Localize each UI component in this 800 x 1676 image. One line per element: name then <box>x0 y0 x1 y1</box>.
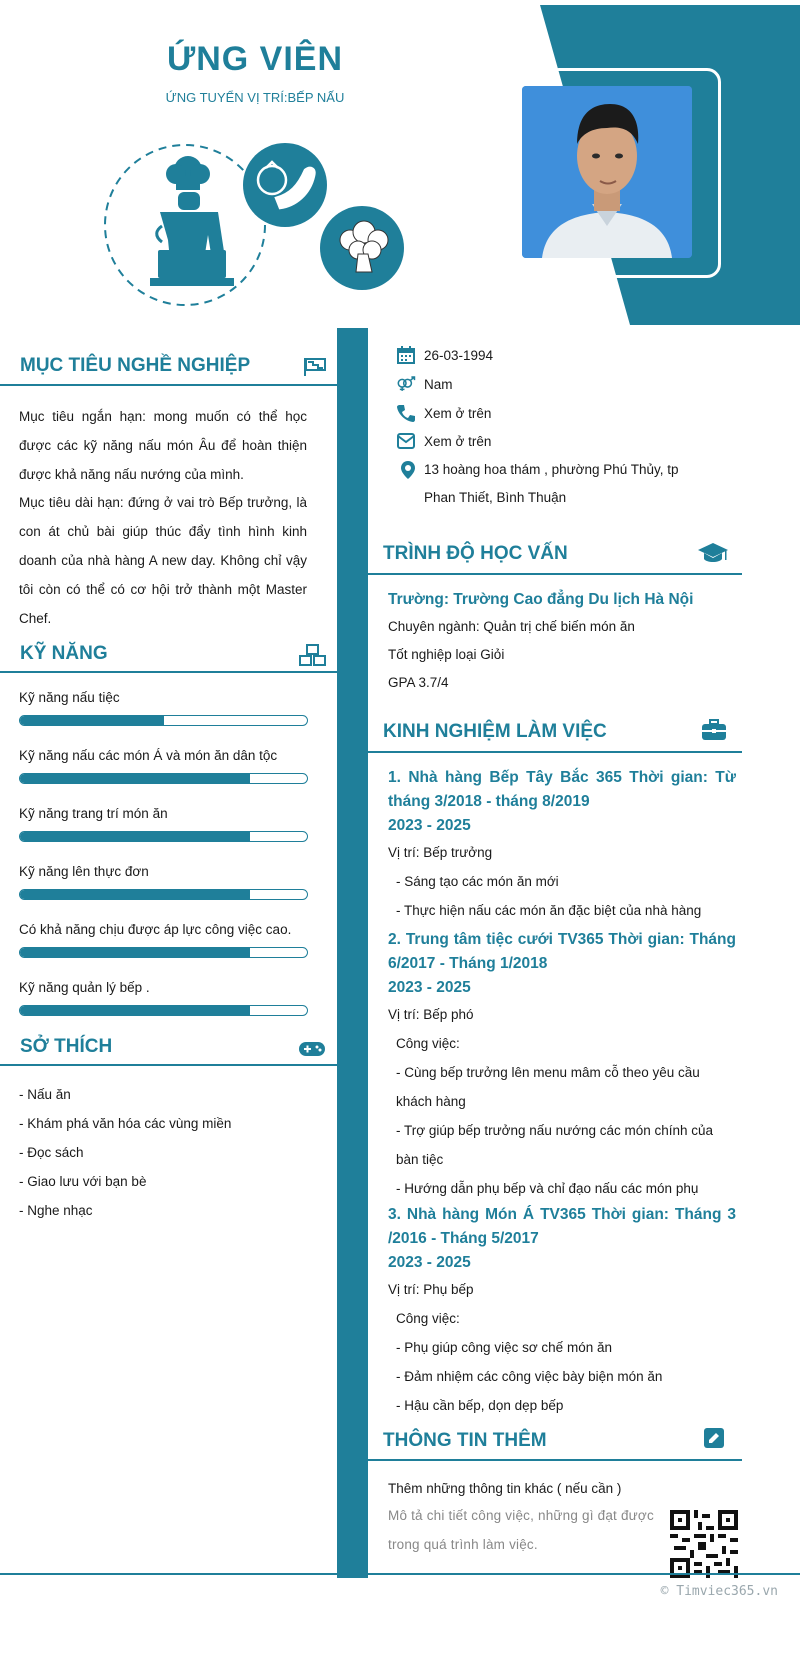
education-gpa: GPA 3.7/4 <box>388 675 449 690</box>
graduation-cap-icon <box>697 541 729 565</box>
job-years: 2023 - 2025 <box>388 1254 471 1271</box>
job-title: 3. Nhà hàng Món Á TV365 Thời gian: Tháng 3 /2016 - Tháng 5/2017 <box>388 1206 736 1247</box>
address-line-1: 13 hoàng hoa thám , phường Phú Thủy, tp <box>424 462 679 477</box>
candidate-position: ỨNG TUYỂN VỊ TRÍ:BẾP NẤU <box>165 90 345 105</box>
gender-value: Nam <box>424 377 453 392</box>
extra-line-2: Mô tả chi tiết công việc, những gì đạt được trong quá trình làm việc. <box>388 1508 654 1552</box>
skill-bar <box>19 831 308 842</box>
email-value: Xem ở trên <box>424 434 492 449</box>
skill-label: Kỹ năng quản lý bếp . <box>19 980 150 995</box>
avatar <box>522 86 692 258</box>
hobbies-list <box>19 1080 319 1225</box>
chef-illustration <box>100 140 440 330</box>
job-entry <box>388 766 736 925</box>
skill-label: Kỹ năng lên thực đơn <box>19 864 149 879</box>
flag-icon <box>302 356 328 378</box>
job-line: Công việc: <box>396 1311 460 1326</box>
skill-bar-fill <box>20 774 250 783</box>
phone-value: Xem ở trên <box>424 406 492 421</box>
job-line: - Hậu cần bếp, dọn dẹp bếp <box>396 1398 564 1413</box>
hobbies-title: SỞ THÍCH <box>20 1036 113 1057</box>
skills-title: KỸ NĂNG <box>20 643 108 664</box>
hobbies-divider <box>0 1064 337 1066</box>
chef-icon <box>150 156 234 286</box>
education-school: Trường: Trường Cao đẳng Du lịch Hà Nội <box>388 591 694 608</box>
job-entry <box>388 1203 736 1420</box>
education-divider <box>368 573 742 575</box>
skill-label: Có khả năng chịu được áp lực công việc cao. <box>19 922 292 937</box>
job-years: 2023 - 2025 <box>388 817 471 834</box>
skill-bar-fill <box>20 716 164 725</box>
bottom-divider <box>0 1573 800 1575</box>
education-degree: Tốt nghiệp loại Giỏi <box>388 647 505 662</box>
skill-label: Kỹ năng trang trí món ăn <box>19 806 168 821</box>
skill-bar-fill <box>20 948 250 957</box>
experience-divider <box>368 751 742 753</box>
birthday-value: 26-03-1994 <box>424 348 494 363</box>
job-line: - Sáng tạo các món ăn mới <box>396 874 559 889</box>
job-line: - Trợ giúp bếp trưởng nấu nướng các món chính của bàn tiệc <box>396 1123 714 1167</box>
job-title: 2. Trung tâm tiệc cưới TV365 Thời gian: Tháng 6/2017 - Tháng 1/2018 <box>388 931 736 972</box>
job-line: Vị trí: Bếp trưởng <box>388 845 493 860</box>
list-item: - Đọc sách <box>19 1145 84 1160</box>
watermark: © Timviec365.vn <box>660 1584 778 1599</box>
education-title: TRÌNH ĐỘ HỌC VẤN <box>383 543 568 564</box>
qr-code <box>670 1510 738 1578</box>
cubes-icon <box>298 643 328 667</box>
job-line: - Thực hiện nấu các món ăn đặc biệt của nhà hàng <box>396 903 702 918</box>
extra-title: THÔNG TIN THÊM <box>383 1430 547 1451</box>
skill-bar-fill <box>20 832 250 841</box>
list-item: - Nấu ăn <box>19 1087 71 1102</box>
objective-title: MỤC TIÊU NGHỀ NGHIỆP <box>20 355 251 376</box>
job-line: - Cùng bếp trưởng lên menu mâm cỗ theo yêu cầu khách hàng <box>396 1065 700 1109</box>
center-divider-bar <box>337 328 368 1578</box>
skill-bar <box>19 1005 308 1016</box>
edit-icon <box>703 1427 725 1449</box>
skill-bar <box>19 947 308 958</box>
phone-icon <box>396 403 416 423</box>
skill-bar-fill <box>20 1006 250 1015</box>
address-line-2: Phan Thiết, Bình Thuận <box>424 490 567 505</box>
job-line: Vị trí: Bếp phó <box>388 1007 474 1022</box>
briefcase-icon <box>701 718 727 742</box>
list-item: - Khám phá văn hóa các vùng miền <box>19 1116 232 1131</box>
job-years: 2023 - 2025 <box>388 979 471 996</box>
job-line: - Đảm nhiệm các công việc bày biện món ăn <box>396 1369 663 1384</box>
list-item: - Nghe nhạc <box>19 1203 93 1218</box>
objective-long-term: Mục tiêu dài hạn: đứng ở vai trò Bếp trưởng, là con át chủ bài giúp thúc đẩy tình hình kinh doanh của nhà hàng A new day. Không chỉ vậy tôi còn có thể có cơ hội trở thành một Master Chef. <box>19 495 307 626</box>
experience-title: KINH NGHIỆM LÀM VIỆC <box>383 721 607 742</box>
job-title: 1. Nhà hàng Bếp Tây Bắc 365 Thời gian: Từ tháng 3/2018 - tháng 8/2019 <box>388 769 736 810</box>
job-line: Công việc: <box>396 1036 460 1051</box>
calendar-icon <box>396 345 416 365</box>
job-entry <box>388 928 736 1203</box>
job-line: - Phụ giúp công việc sơ chế món ăn <box>396 1340 612 1355</box>
gamepad-icon <box>298 1040 326 1058</box>
location-icon <box>398 460 418 480</box>
skill-bar <box>19 715 308 726</box>
experience-list <box>388 766 736 1420</box>
skill-bar <box>19 773 308 784</box>
skill-bar <box>19 889 308 900</box>
skills-divider <box>0 671 337 673</box>
list-item: - Giao lưu với bạn bè <box>19 1174 147 1189</box>
education-major: Chuyên ngành: Quản trị chế biến món ăn <box>388 619 635 634</box>
extra-line-1: Thêm những thông tin khác ( nếu cần ) <box>388 1481 622 1496</box>
candidate-name: ỨNG VIÊN <box>166 40 343 78</box>
skill-label: Kỹ năng nấu tiệc <box>19 690 120 705</box>
email-icon <box>396 431 416 451</box>
skill-label: Kỹ năng nấu các món Á và món ăn dân tộc <box>19 748 278 763</box>
gender-icon <box>396 374 416 394</box>
job-line: - Hướng dẫn phụ bếp và chỉ đạo nấu các món phụ <box>396 1181 699 1196</box>
objective-divider <box>0 384 337 386</box>
objective-short-term: Mục tiêu ngắn hạn: mong muốn có thể học được các kỹ năng nấu món Âu để hoàn thiện được khả năng nấu nướng của mình. <box>19 409 307 482</box>
extra-divider <box>368 1459 742 1461</box>
job-line: Vị trí: Phụ bếp <box>388 1282 474 1297</box>
skill-bar-fill <box>20 890 250 899</box>
